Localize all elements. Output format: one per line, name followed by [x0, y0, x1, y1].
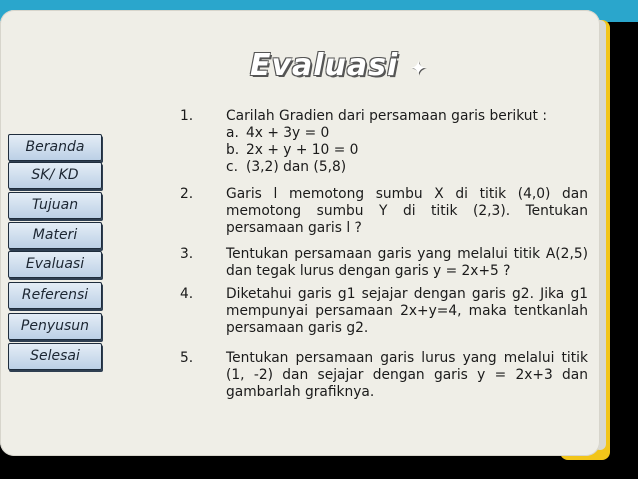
sparkle-icon: ✦	[410, 56, 427, 80]
sub-item: a. 4x + 3y = 0	[226, 125, 330, 141]
nav-selesai-button[interactable]: Selesai	[8, 343, 102, 370]
question-number: 4.	[180, 286, 194, 302]
nav-sk-kd-button[interactable]: SK/ KD	[8, 162, 102, 189]
question-number: 3.	[180, 246, 194, 262]
question-number: 1.	[180, 108, 194, 124]
nav-tujuan-button[interactable]: Tujuan	[8, 192, 102, 219]
nav-evaluasi-button[interactable]: Evaluasi	[8, 251, 102, 278]
nav-materi-button[interactable]: Materi	[8, 222, 102, 249]
page-title: Evaluasi	[250, 48, 399, 83]
sub-item: c. (3,2) dan (5,8)	[226, 159, 347, 175]
question-text: Tentukan persamaan garis yang melalui titik A(2,5) dan tegak lurus dengan garis y = 2x+5 ?	[226, 246, 588, 279]
question-text: Garis l memotong sumbu X di titik (4,0) dan memotong sumbu Y di titik (2,3). Tentukan persamaan garis l ?	[226, 186, 588, 236]
question-text: Tentukan persamaan garis lurus yang melalui titik (1, -2) dan sejajar dengan garis y = 2x+3 dan gambarlah grafiknya.	[226, 350, 588, 400]
content-board	[0, 10, 600, 456]
nav-penyusun-button[interactable]: Penyusun	[8, 313, 102, 340]
question-number: 2.	[180, 186, 194, 202]
nav-referensi-button[interactable]: Referensi	[8, 282, 102, 309]
sub-item: b. 2x + y + 10 = 0	[226, 142, 359, 158]
question-text: Diketahui garis g1 sejajar dengan garis g2. Jika g1 mempunyai persamaan 2x+y=4, maka tentkanlah persamaan garis g2.	[226, 286, 588, 336]
nav-beranda-button[interactable]: Beranda	[8, 134, 102, 161]
question-number: 5.	[180, 350, 194, 366]
question-text: Carilah Gradien dari persamaan garis berikut :	[226, 108, 547, 124]
